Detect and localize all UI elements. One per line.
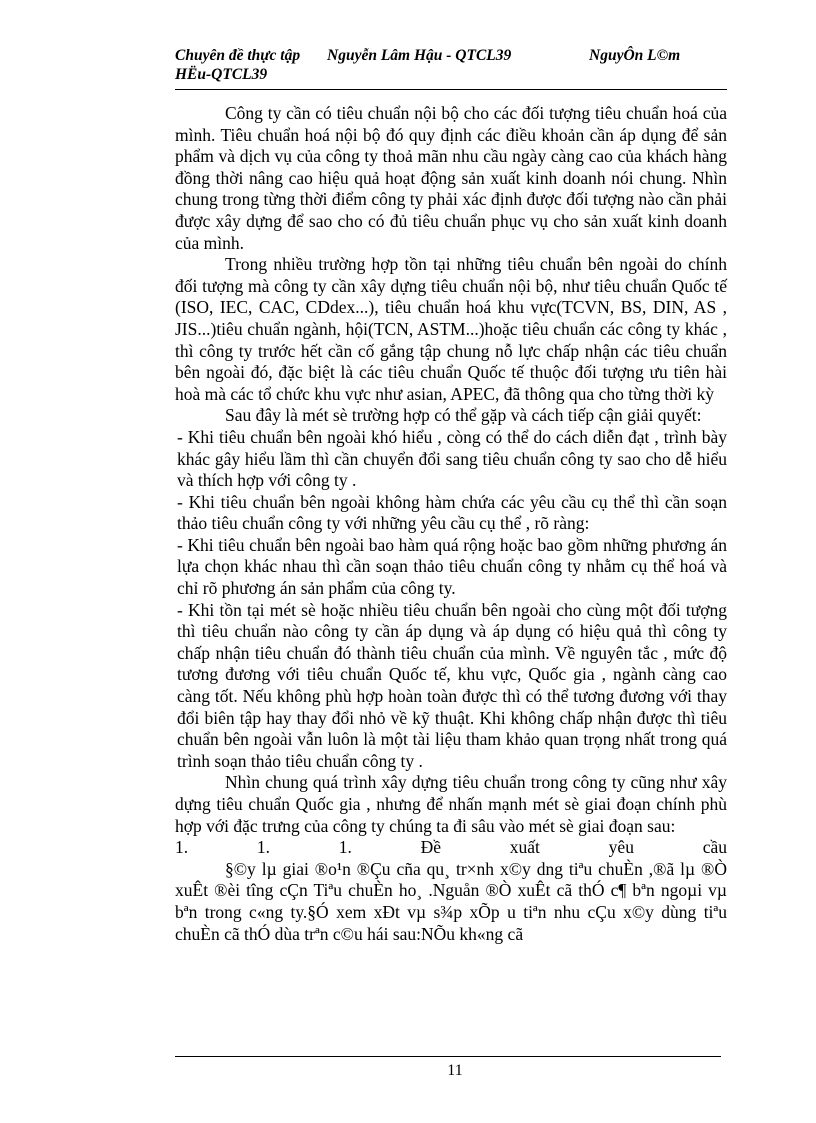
paragraph: Nhìn chung quá trình xây dựng tiêu chuẩn trong công ty cũng như xây dựng tiêu chuẩn Quốc gia , nhưng để nhấn mạnh mét sè giai đoạn chính phù hợp với đặc trưng của công ty chúng ta đi sâu vào mét sè giai đoạn sau: [175, 772, 727, 836]
page-number: 11 [447, 1062, 463, 1079]
heading-number: 1. [175, 837, 189, 858]
heading-word: xuất [509, 837, 540, 858]
heading-word: cầu [702, 837, 727, 858]
paragraph: Công ty cần có tiêu chuẩn nội bộ cho các đối tượng tiêu chuẩn hoá của mình. Tiêu chuẩn hoá nội bộ đó quy định các điều khoản cần áp dụng để sản phẩm và dịch vụ của công ty thoả mãn nhu cầu ngày càng cao của khách hàng đồng thời nâng cao hiệu quả hoạt động sản xuất kinh doanh nói chung. Nhìn chung trong từng thời điểm công ty phải xác định được đối tượng nào cần phải được xây dựng để sao cho có đủ tiêu chuẩn phục vụ cho sản xuất kinh doanh của mình. [175, 103, 727, 253]
bullet-item: - Khi tiêu chuẩn bên ngoài khó hiểu , còng có thể do cách diễn đạt , trình bày khác gây hiểu lầm thì cần chuyển đổi sang tiêu chuẩn công ty sao cho dễ hiểu và thích hợp với công ty . [177, 426, 727, 491]
document-body [175, 103, 727, 945]
section-heading [175, 837, 727, 859]
paragraph: Trong nhiều trường hợp tồn tại những tiêu chuẩn bên ngoài do chính đối tượng mà công ty cần xây dựng tiêu chuẩn nội bộ, như tiêu chuẩn Quốc tế (ISO, IEC, CAC, CDdex...), tiêu chuẩn hoá khu vực(TCVN, BS, DIN, AS , JIS...)tiêu chuẩn ngành, hội(TCN, ASTM...)hoặc tiêu chuẩn các công ty khác , thì công ty trước hết cần cố gắng tập chung nỗ lực chấp nhận các tiêu chuẩn bên ngoài đó, đặc biệt là các tiêu chuẩn Quốc tế thuộc đối tượng ưu tiên hài hoà mà các tổ chức khu vực như asian, APEC, đã thông qua cho từng thời kỳ [175, 254, 727, 404]
bullet-item: - Khi tiêu chuẩn bên ngoài bao hàm quá rộng hoặc bao gồm những phương án lựa chọn khác nhau thì cần soạn thảo tiêu chuẩn công ty nhằm cụ thể hoá và chỉ rõ phương án sản phẩm của công ty. [177, 534, 727, 599]
header-divider [175, 89, 727, 90]
paragraph: Sau đây là mét sè trường hợp có thể gặp và cách tiếp cận giải quyết: [225, 405, 702, 426]
header-author-legacy-cont: HËu-QTCL39 [175, 66, 268, 83]
bullet-item: - Khi tiêu chuẩn bên ngoài không hàm chứa các yêu cầu cụ thể thì cần soạn thảo tiêu chuẩn công ty với những yêu cầu cụ thể , rõ ràng: [177, 491, 727, 534]
header-author: Nguyễn Lâm Hậu - QTCL39 [327, 47, 512, 64]
garbled-paragraph: §©y lµ giai ®o¹n ®Çu cña qu¸ tr×nh x©y dng tiªu chuÈn ,®ã lµ ®Ò xuÊt ®èi tîng cÇn Tiªu chuÈn ho¸ .Nguån ®Ò xuÊt cã thÓ c¶ bªn ngoµi vµ bªn trong c«ng ty.§Ó xem xÐt vµ s¾p xÕp u tiªn nhu cÇu x©y dùng tiªu chuÈn cã thÓ dùa trªn c©u hái sau:NÕu kh«ng cã [175, 858, 727, 944]
heading-word: Đề [420, 837, 442, 858]
header-author-legacy: NguyÔn L©m [589, 47, 681, 64]
heading-number: 1. [256, 837, 270, 858]
header-title: Chuyên đề thực tập [175, 47, 301, 64]
heading-number: 1. [338, 837, 352, 858]
bullet-item: - Khi tồn tại mét sè hoặc nhiều tiêu chuẩn bên ngoài cho cùng một đối tượng thì tiêu chuẩn nào công ty cần áp dụng và áp dụng có hiệu quả thì công ty chấp nhận tiêu chuẩn đó thành tiêu chuẩn của mình. Về nguyên tắc , mức độ tương đương với tiêu chuẩn Quốc tế, khu vực, Quốc gia , ngành càng cao càng tốt. Nếu không phù hợp hoàn toàn được thì có thể tương đương với thay đổi biên tập hay thay đổi nhỏ về kỹ thuật. Khi không chấp nhận được thì tiêu chuẩn bên ngoài vẫn luôn là một tài liệu tham khảo quan trọng nhất trong quá trình soạn thảo tiêu chuẩn công ty . [177, 599, 727, 771]
heading-word: yêu [608, 837, 634, 858]
footer-divider [175, 1056, 721, 1057]
